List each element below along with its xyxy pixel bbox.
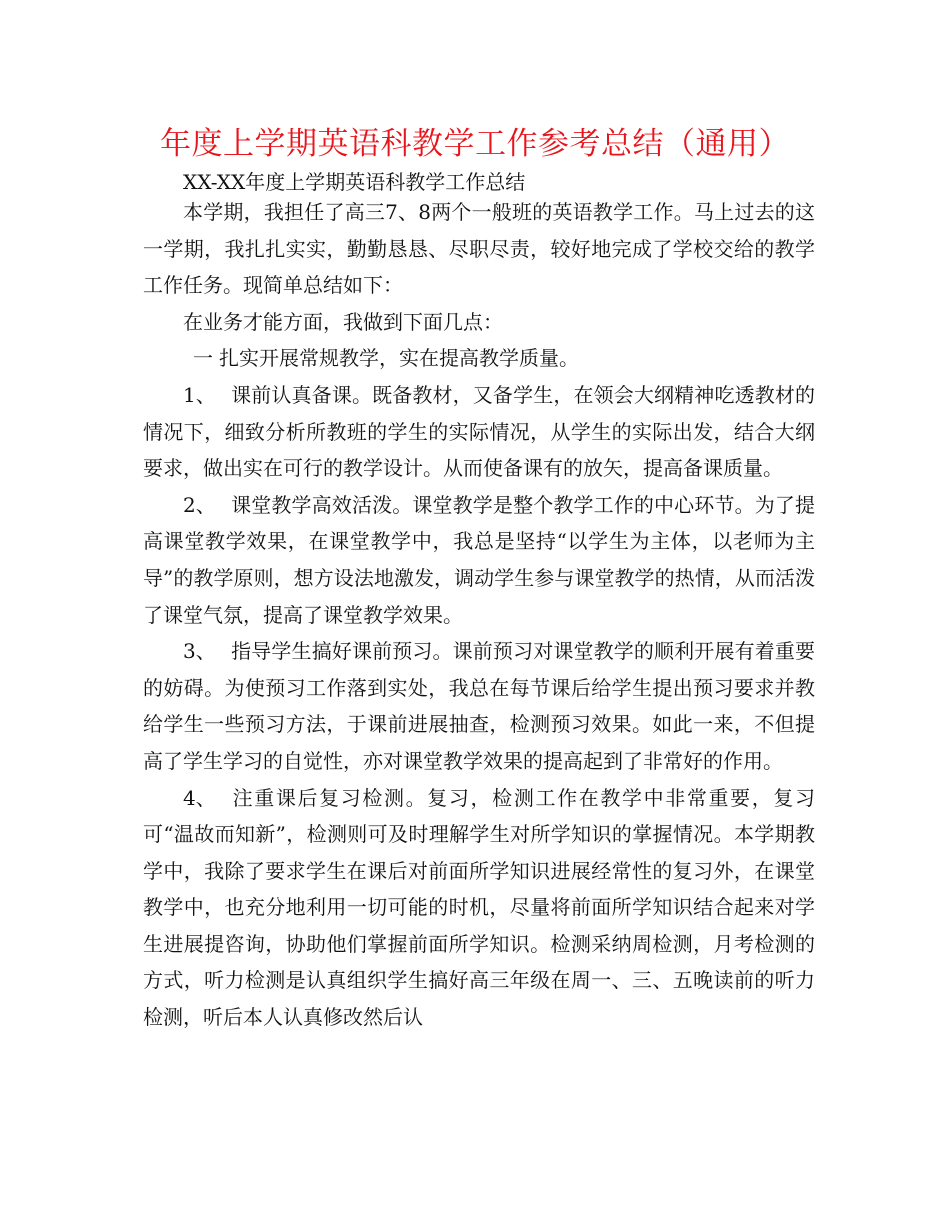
item-number: 1、 <box>183 382 216 407</box>
section-heading-text: 扎实开展常规教学，实在提高教学质量。 <box>219 346 579 371</box>
list-item <box>143 487 815 633</box>
list-item <box>143 780 815 1036</box>
list-item <box>143 633 815 779</box>
document-title: 年度上学期英语科教学工作参考总结（通用） <box>160 126 790 162</box>
list-item <box>143 377 815 487</box>
section-heading <box>143 340 815 377</box>
item-text: 课前认真备课。既备教材，又备学生，在领会大纲精神吃透教材的情况下，细致分析所教班的学生的实际情况，从学生的实际出发，结合大纲要求，做出实在可行的教学设计。从而使备课有的放矢，提高备课质量。 <box>143 382 815 481</box>
item-text: 指导学生搞好课前预习。课前预习对课堂教学的顺利开展有着重要的妨碍。为使预习工作落到实处，我总在每节课后给学生提出预习要求并教给学生一些预习方法，于课前进展抽查，检测预习效果。如此一来，不但提高了学生学习的自觉性，亦对课堂教学效果的提高起到了非常好的作用。 <box>143 639 815 773</box>
lead-paragraph: 在业务才能方面，我做到下面几点： <box>183 309 503 334</box>
intro-paragraph: 本学期，我担任了高三7、8两个一般班的英语教学工作。马上过去的这一学期，我扎扎实实，勤勤恳恳、尽职尽责，较好地完成了学校交给的教学工作任务。现简单总结如下： <box>143 200 815 298</box>
item-text: 注重课后复习检测。复习，检测工作在教学中非常重要，复习可“温故而知新”，检测则可及时理解学生对所学知识的掌握情况。本学期教学中，我除了要求学生在课后对前面所学知识进展经常性的复习外，在课堂教学中，也充分地利用一切可能的时机，尽量将前面所学知识结合起来对学生进展提咨询，协助他们掌握前面所学知识。检测采纳周检测，月考检测的方式，听力检测是认真组织学生搞好高三年级在周一、三、五晚读前的听力检测，听后本人认真修改然后认 <box>143 785 815 1030</box>
item-text: 课堂教学高效活泼。课堂教学是整个教学工作的中心环节。为了提高课堂教学效果，在课堂教学中，我总是坚持“以学生为主体，以老师为主导”的教学原则，想方设法地激发，调动学生参与课堂教学的热情，从而活泼了课堂气氛，提高了课堂教学效果。 <box>143 492 815 627</box>
item-number: 2、 <box>183 492 216 517</box>
document-subtitle: XX-XX年度上学期英语科教学工作总结 <box>183 170 526 194</box>
item-number: 3、 <box>183 639 216 664</box>
document-body <box>143 194 815 1036</box>
item-number: 4、 <box>183 785 216 810</box>
section-number: 一 <box>193 346 213 371</box>
